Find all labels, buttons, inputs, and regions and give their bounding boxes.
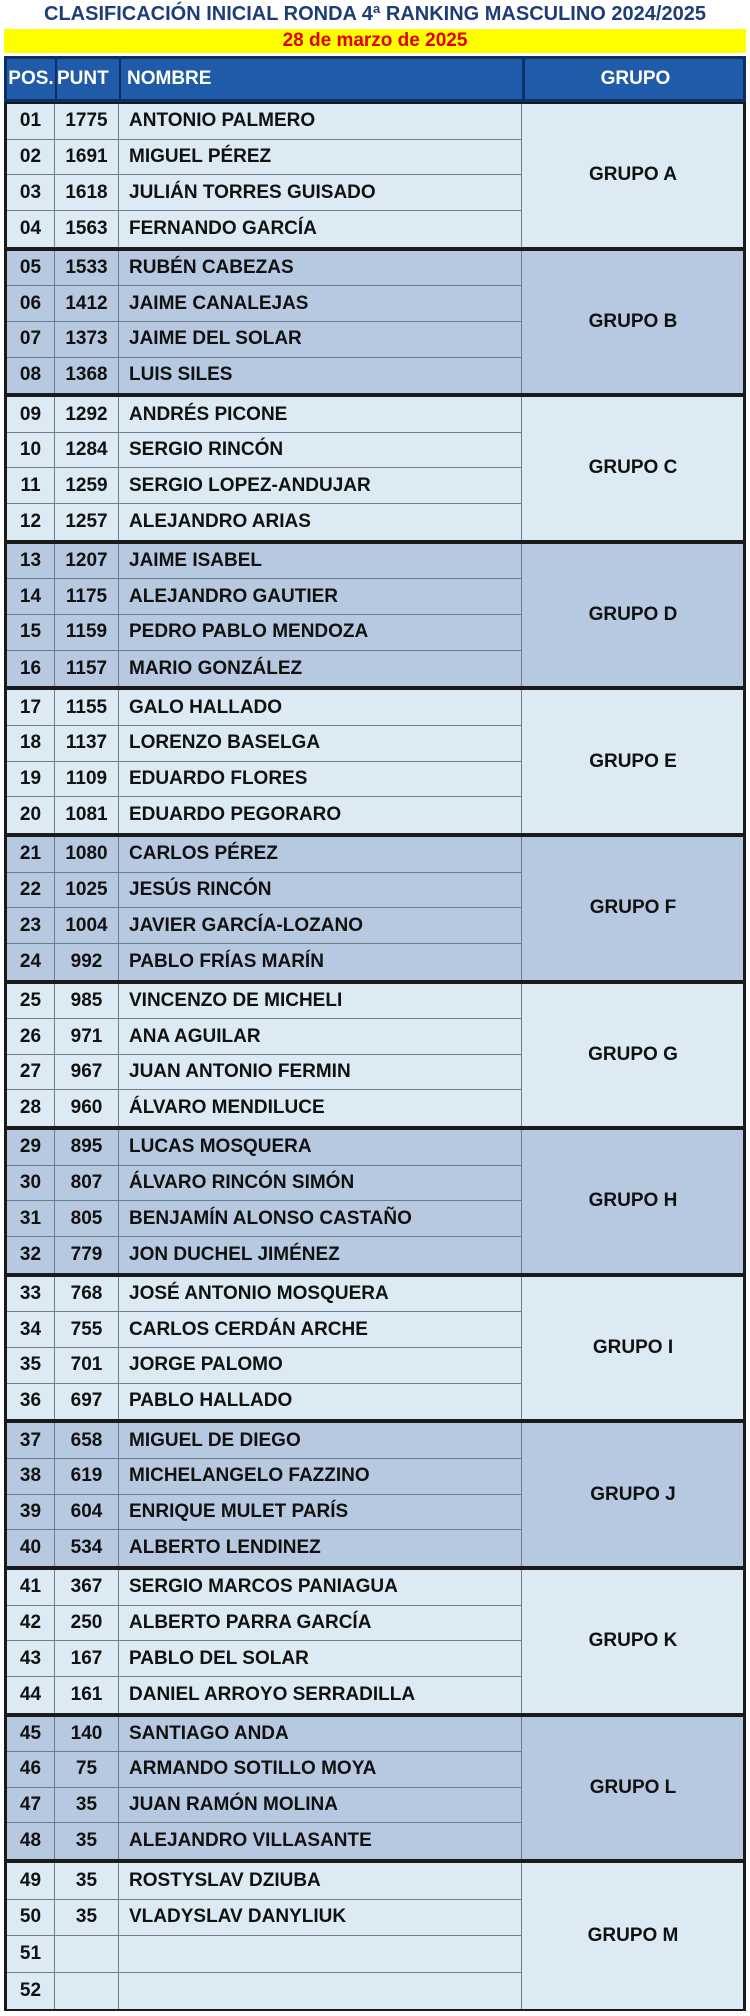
points-cell: 1257	[55, 504, 119, 540]
table-row	[7, 1495, 521, 1531]
table-row	[7, 579, 521, 615]
position-cell: 12	[7, 504, 55, 540]
points-cell: 167	[55, 1641, 119, 1676]
player-name-cell: RUBÉN CABEZAS	[129, 256, 294, 278]
points-cell: 895	[55, 1130, 119, 1165]
table-row	[7, 175, 521, 211]
group-label: GRUPO C	[521, 397, 744, 540]
points-cell: 658	[55, 1423, 119, 1458]
player-name-cell: ROSTYSLAV DZIUBA	[129, 1869, 321, 1891]
position-cell: 32	[7, 1237, 55, 1273]
player-name-cell: DANIEL ARROYO SERRADILLA	[129, 1683, 416, 1705]
player-name-cell: FERNANDO GARCÍA	[129, 217, 317, 239]
table-row	[7, 1459, 521, 1495]
table-row	[7, 468, 521, 504]
position-cell: 09	[7, 397, 55, 432]
group-rows	[7, 1130, 521, 1273]
header-group: GRUPO	[522, 59, 746, 99]
player-name-cell: MIGUEL DE DIEGO	[129, 1429, 301, 1451]
position-cell: 49	[7, 1863, 55, 1899]
table-row	[7, 1201, 521, 1237]
table-row	[7, 1641, 521, 1677]
table-row	[7, 1423, 521, 1459]
points-cell: 35	[55, 1900, 119, 1936]
table-row	[7, 762, 521, 798]
table-row	[7, 1130, 521, 1166]
group-rows	[7, 1570, 521, 1713]
player-name-cell: ALEJANDRO ARIAS	[129, 510, 311, 532]
points-cell: 1081	[55, 797, 119, 833]
header-points: PUNT	[55, 59, 121, 99]
group-block	[4, 395, 746, 542]
player-name-cell: PEDRO PABLO MENDOZA	[129, 621, 369, 643]
group-rows	[7, 1863, 521, 2009]
points-cell: 1159	[55, 615, 119, 650]
group-label: GRUPO M	[521, 1863, 744, 2009]
table-row	[7, 1090, 521, 1126]
player-name-cell: MARIO GONZÁLEZ	[129, 657, 303, 679]
table-row	[7, 1312, 521, 1348]
position-cell: 39	[7, 1495, 55, 1530]
group-rows	[7, 251, 521, 394]
player-name-cell: LUIS SILES	[129, 364, 233, 386]
position-cell: 52	[7, 1973, 55, 2010]
points-cell: 250	[55, 1606, 119, 1641]
table-row	[7, 1166, 521, 1202]
points-cell: 1080	[55, 837, 119, 872]
table-row	[7, 726, 521, 762]
points-cell: 697	[55, 1384, 119, 1420]
group-block	[4, 835, 746, 982]
player-name-cell: SERGIO MARCOS PANIAGUA	[129, 1576, 398, 1598]
position-cell: 01	[7, 104, 55, 139]
player-name-cell: MIGUEL PÉREZ	[129, 145, 272, 167]
table-row	[7, 837, 521, 873]
table-row	[7, 1606, 521, 1642]
position-cell: 18	[7, 726, 55, 761]
table-row	[7, 1277, 521, 1313]
position-cell: 06	[7, 286, 55, 321]
position-cell: 10	[7, 433, 55, 468]
group-label: GRUPO B	[521, 251, 744, 394]
player-name-cell: JULIÁN TORRES GUISADO	[129, 181, 376, 203]
points-cell: 971	[55, 1019, 119, 1054]
player-name-cell: MICHELANGELO FAZZINO	[129, 1465, 370, 1487]
group-rows	[7, 837, 521, 980]
points-cell: 161	[55, 1677, 119, 1713]
position-cell: 29	[7, 1130, 55, 1165]
table-row	[7, 1530, 521, 1566]
points-cell: 1207	[55, 544, 119, 579]
points-cell: 1292	[55, 397, 119, 432]
player-name-cell: ÁLVARO RINCÓN SIMÓN	[129, 1172, 355, 1194]
position-cell: 11	[7, 468, 55, 503]
player-name-cell: ÁLVARO MENDILUCE	[129, 1097, 325, 1119]
player-name-cell: LORENZO BASELGA	[129, 732, 321, 754]
table-row	[7, 322, 521, 358]
player-name-cell: ANA AGUILAR	[129, 1025, 261, 1047]
points-cell: 35	[55, 1863, 119, 1899]
table-row	[7, 251, 521, 287]
table-row	[7, 211, 521, 247]
group-block	[4, 1128, 746, 1275]
player-name-cell: SERGIO RINCÓN	[129, 439, 284, 461]
group-label: GRUPO G	[521, 984, 744, 1127]
table-row	[7, 104, 521, 140]
header-name: NOMBRE	[127, 68, 212, 89]
date-subtitle: 28 de marzo de 2025	[4, 29, 746, 53]
points-cell: 1025	[55, 873, 119, 908]
points-cell: 1563	[55, 211, 119, 247]
position-cell: 02	[7, 140, 55, 175]
position-cell: 03	[7, 175, 55, 210]
points-cell: 755	[55, 1312, 119, 1347]
player-name-cell: ALBERTO LENDINEZ	[129, 1537, 321, 1559]
position-cell: 17	[7, 690, 55, 725]
table-row	[7, 1752, 521, 1788]
player-name-cell: ANTONIO PALMERO	[129, 110, 316, 132]
table-row	[7, 873, 521, 909]
table-row	[7, 1384, 521, 1420]
points-cell: 75	[55, 1752, 119, 1787]
table-row	[7, 140, 521, 176]
player-name-cell: JAIME DEL SOLAR	[129, 328, 302, 350]
points-cell: 534	[55, 1530, 119, 1566]
table-row	[7, 1019, 521, 1055]
page-title: CLASIFICACIÓN INICIAL RONDA 4ª RANKING MASCULINO 2024/2025	[44, 3, 706, 25]
table-row	[7, 1717, 521, 1753]
position-cell: 45	[7, 1717, 55, 1752]
points-cell: 1618	[55, 175, 119, 210]
points-cell: 619	[55, 1459, 119, 1494]
group-rows	[7, 1423, 521, 1566]
points-cell: 1155	[55, 690, 119, 725]
table-row	[7, 690, 521, 726]
points-cell: 1368	[55, 358, 119, 394]
position-cell: 38	[7, 1459, 55, 1494]
position-cell: 43	[7, 1641, 55, 1676]
position-cell: 40	[7, 1530, 55, 1566]
position-cell: 14	[7, 579, 55, 614]
position-cell: 22	[7, 873, 55, 908]
player-name-cell: LUCAS MOSQUERA	[129, 1136, 312, 1158]
table-row	[7, 1055, 521, 1091]
points-cell: 1109	[55, 762, 119, 797]
points-cell: 992	[55, 944, 119, 980]
table-row	[7, 1237, 521, 1273]
points-cell: 1284	[55, 433, 119, 468]
points-cell: 960	[55, 1090, 119, 1126]
ranking-table	[4, 102, 746, 2011]
group-block	[4, 1275, 746, 1422]
points-cell	[55, 1936, 119, 1972]
table-row	[7, 1348, 521, 1384]
group-block	[4, 1421, 746, 1568]
player-name-cell: JAIME ISABEL	[129, 550, 263, 572]
points-cell: 701	[55, 1348, 119, 1383]
group-rows	[7, 104, 521, 247]
position-cell: 13	[7, 544, 55, 579]
table-row	[7, 1863, 521, 1900]
player-name-cell: JOSÉ ANTONIO MOSQUERA	[129, 1283, 389, 1305]
position-cell: 27	[7, 1055, 55, 1090]
table-row	[7, 615, 521, 651]
points-cell: 604	[55, 1495, 119, 1530]
position-cell: 37	[7, 1423, 55, 1458]
player-name-cell: PABLO HALLADO	[129, 1390, 293, 1412]
group-label: GRUPO J	[521, 1423, 744, 1566]
position-cell: 31	[7, 1201, 55, 1236]
group-label: GRUPO I	[521, 1277, 744, 1420]
group-rows	[7, 984, 521, 1127]
table-row	[7, 397, 521, 433]
position-cell: 20	[7, 797, 55, 833]
table-row	[7, 504, 521, 540]
points-cell: 1175	[55, 579, 119, 614]
position-cell: 24	[7, 944, 55, 980]
player-name-cell: VINCENZO DE MICHELI	[129, 989, 343, 1011]
table-row	[7, 1973, 521, 2010]
group-rows	[7, 690, 521, 833]
player-name-cell: JESÚS RINCÓN	[129, 878, 272, 900]
points-cell: 807	[55, 1166, 119, 1201]
player-name-cell: JUAN RAMÓN MOLINA	[129, 1794, 338, 1816]
table-row	[7, 433, 521, 469]
player-name-cell: ENRIQUE MULET PARÍS	[129, 1500, 349, 1522]
group-label: GRUPO D	[521, 544, 744, 687]
group-rows	[7, 397, 521, 540]
position-cell: 05	[7, 251, 55, 286]
position-cell: 23	[7, 908, 55, 943]
player-name-cell: EDUARDO PEGORARO	[129, 804, 342, 826]
points-cell: 805	[55, 1201, 119, 1236]
table-row	[7, 544, 521, 580]
points-cell: 1412	[55, 286, 119, 321]
table-row	[7, 1900, 521, 1937]
points-cell: 1691	[55, 140, 119, 175]
points-cell: 367	[55, 1570, 119, 1605]
player-name-cell: EDUARDO FLORES	[129, 767, 308, 789]
group-block	[4, 102, 746, 249]
group-label: GRUPO K	[521, 1570, 744, 1713]
group-block	[4, 249, 746, 396]
group-label: GRUPO F	[521, 837, 744, 980]
player-name-cell: JAVIER GARCÍA-LOZANO	[129, 914, 363, 936]
player-name-cell: ALBERTO PARRA GARCÍA	[129, 1611, 372, 1633]
position-cell: 26	[7, 1019, 55, 1054]
points-cell: 1004	[55, 908, 119, 943]
player-name-cell: JAIME CANALEJAS	[129, 292, 309, 314]
position-cell: 21	[7, 837, 55, 872]
table-row	[7, 984, 521, 1020]
position-cell: 51	[7, 1936, 55, 1972]
group-label: GRUPO L	[521, 1717, 744, 1860]
points-cell: 35	[55, 1823, 119, 1859]
position-cell: 41	[7, 1570, 55, 1605]
table-row	[7, 908, 521, 944]
position-cell: 30	[7, 1166, 55, 1201]
table-row	[7, 944, 521, 980]
points-cell: 967	[55, 1055, 119, 1090]
group-label: GRUPO E	[521, 690, 744, 833]
position-cell: 50	[7, 1900, 55, 1936]
position-cell: 42	[7, 1606, 55, 1641]
position-cell: 19	[7, 762, 55, 797]
group-block	[4, 542, 746, 689]
group-rows	[7, 1717, 521, 1860]
group-rows	[7, 1277, 521, 1420]
points-cell: 140	[55, 1717, 119, 1752]
table-row	[7, 1570, 521, 1606]
position-cell: 16	[7, 651, 55, 687]
position-cell: 08	[7, 358, 55, 394]
position-cell: 36	[7, 1384, 55, 1420]
table-header	[4, 56, 746, 102]
position-cell: 25	[7, 984, 55, 1019]
player-name-cell: VLADYSLAV DANYLIUK	[129, 1906, 347, 1928]
points-cell: 779	[55, 1237, 119, 1273]
points-cell: 768	[55, 1277, 119, 1312]
position-cell: 44	[7, 1677, 55, 1713]
player-name-cell: CARLOS CERDÁN ARCHE	[129, 1318, 368, 1340]
group-block	[4, 982, 746, 1129]
table-row	[7, 358, 521, 394]
player-name-cell: BENJAMÍN ALONSO CASTAÑO	[129, 1207, 412, 1229]
player-name-cell	[119, 1973, 521, 2010]
player-name-cell: PABLO DEL SOLAR	[129, 1647, 309, 1669]
points-cell: 35	[55, 1788, 119, 1823]
position-cell: 07	[7, 322, 55, 357]
table-row	[7, 1677, 521, 1713]
player-name-cell: ALEJANDRO GAUTIER	[129, 585, 339, 607]
position-cell: 33	[7, 1277, 55, 1312]
points-cell	[55, 1973, 119, 2010]
group-block	[4, 688, 746, 835]
points-cell: 1373	[55, 322, 119, 357]
table-row	[7, 797, 521, 833]
position-cell: 47	[7, 1788, 55, 1823]
player-name-cell	[119, 1936, 521, 1972]
group-label: GRUPO A	[521, 104, 744, 247]
group-block	[4, 1861, 746, 2011]
points-cell: 985	[55, 984, 119, 1019]
player-name-cell: ANDRÉS PICONE	[129, 403, 288, 425]
table-row	[7, 1936, 521, 1973]
player-name-cell: SERGIO LOPEZ-ANDUJAR	[129, 474, 371, 496]
player-name-cell: SANTIAGO ANDA	[129, 1722, 289, 1744]
player-name-cell: CARLOS PÉREZ	[129, 843, 278, 865]
player-name-cell: ARMANDO SOTILLO MOYA	[129, 1758, 377, 1780]
position-cell: 48	[7, 1823, 55, 1859]
player-name-cell: JORGE PALOMO	[129, 1354, 283, 1376]
player-name-cell: GALO HALLADO	[129, 696, 283, 718]
points-cell: 1137	[55, 726, 119, 761]
group-rows	[7, 544, 521, 687]
position-cell: 28	[7, 1090, 55, 1126]
header-pos: POS.	[7, 59, 57, 99]
position-cell: 46	[7, 1752, 55, 1787]
table-row	[7, 1788, 521, 1824]
table-row	[7, 286, 521, 322]
position-cell: 04	[7, 211, 55, 247]
position-cell: 34	[7, 1312, 55, 1347]
player-name-cell: JON DUCHEL JIMÉNEZ	[129, 1243, 340, 1265]
table-row	[7, 1823, 521, 1859]
points-cell: 1533	[55, 251, 119, 286]
points-cell: 1775	[55, 104, 119, 139]
points-cell: 1157	[55, 651, 119, 687]
player-name-cell: JUAN ANTONIO FERMIN	[129, 1061, 351, 1083]
table-row	[7, 651, 521, 687]
player-name-cell: PABLO FRÍAS MARÍN	[129, 950, 324, 972]
player-name-cell: ALEJANDRO VILLASANTE	[129, 1830, 372, 1852]
position-cell: 35	[7, 1348, 55, 1383]
group-label: GRUPO H	[521, 1130, 744, 1273]
position-cell: 15	[7, 615, 55, 650]
group-block	[4, 1715, 746, 1862]
points-cell: 1259	[55, 468, 119, 503]
group-block	[4, 1568, 746, 1715]
